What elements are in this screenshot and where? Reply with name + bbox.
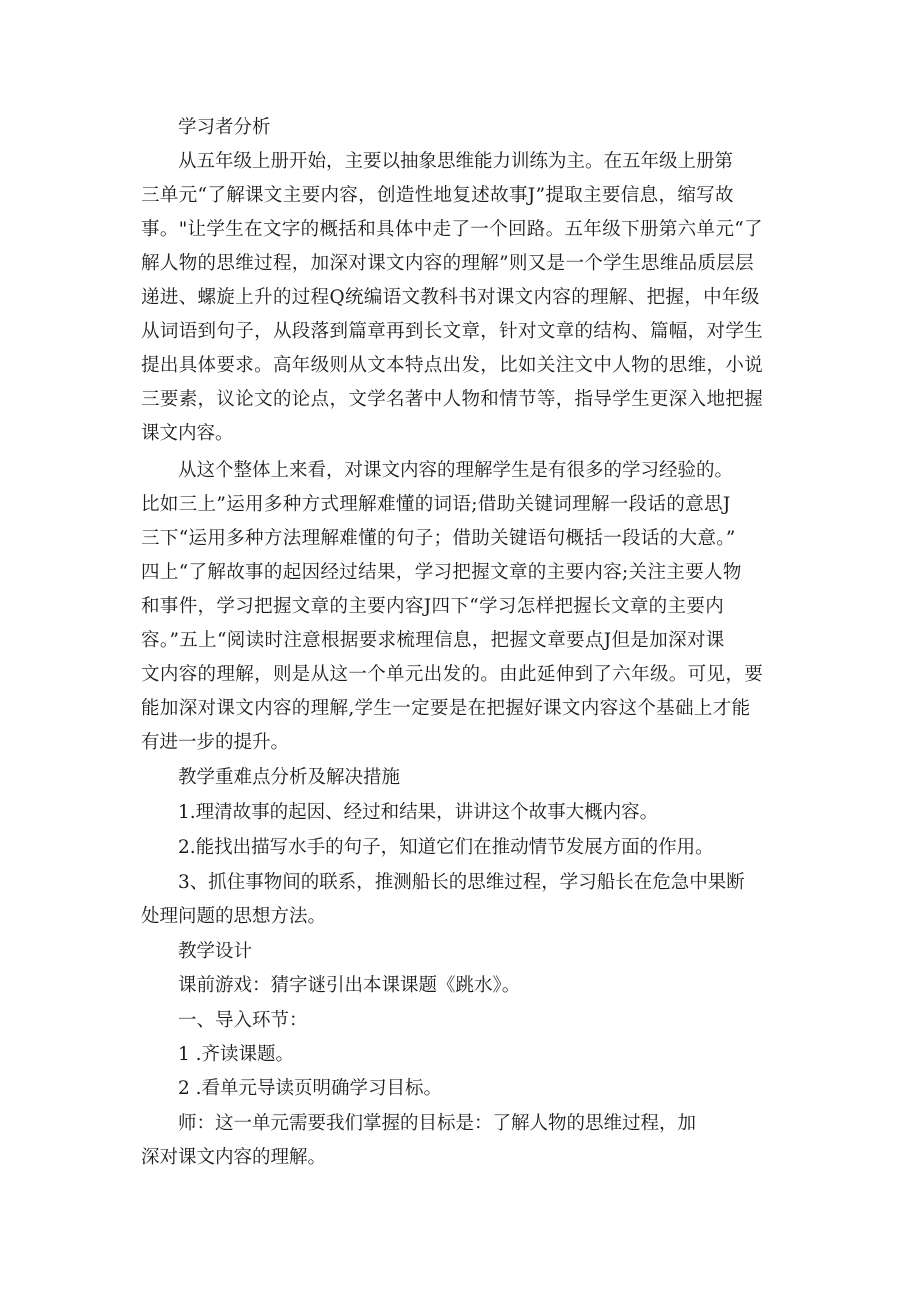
paragraph-line: 有进一步的提升。 xyxy=(141,732,290,753)
list-item: 1.理清故事的起因、经过和结果，讲讲这个故事大概内容。 xyxy=(178,802,659,823)
paragraph-line: 三单元“了解课文主要内容，创造性地复述故事J”提取主要信息，缩写故 xyxy=(141,185,734,206)
paragraph-line: 事。"让学生在文字的概括和具体中走了一个回路。五年级下册第六单元“了 xyxy=(141,219,763,240)
paragraph-line: 容。”五上“阅读时注意根据要求梳理信息，把握文章要点J但是加深对课 xyxy=(141,630,725,651)
paragraph-line: 处理问题的思想方法。 xyxy=(141,906,327,927)
paragraph-line: 从词语到句子，从段落到篇章再到长文章，针对文章的结构、篇幅，对学生 xyxy=(141,321,764,342)
heading-learner-analysis: 学习者分析 xyxy=(178,117,271,138)
paragraph-line: 课文内容。 xyxy=(141,423,234,444)
paragraph-line: 从五年级上册开始，主要以抽象思维能力训练为主。在五年级上册第 xyxy=(178,151,734,172)
list-item: 2.能找出描写水手的句子，知道它们在推动情节发展方面的作用。 xyxy=(178,837,714,858)
paragraph-line: 能加深对课文内容的理解,学生一定要是在把握好课文内容这个基础上才能 xyxy=(141,698,751,719)
list-item: 1 .齐读课题。 xyxy=(178,1044,295,1065)
paragraph-line: 深对课文内容的理解。 xyxy=(141,1147,327,1168)
paragraph-line: 递进、螺旋上升的过程Q统编语文教科书对课文内容的理解、把握，中年级 xyxy=(141,287,760,308)
paragraph-line: 从这个整体上来看，对课文内容的理解学生是有很多的学习经验的。 xyxy=(178,460,734,481)
paragraph-line: 师：这一单元需要我们掌握的目标是：了解人物的思维过程，加 xyxy=(178,1113,697,1134)
paragraph-line: 解人物的思维过程，加深对课文内容的理解”则又是一个学生思维品质层层 xyxy=(141,253,755,274)
list-item: 2 .看单元导读页明确学习目标。 xyxy=(178,1078,443,1099)
paragraph-line: 三下“运用多种方法理解难懂的句子；借助关键语句概括一段话的大意。” xyxy=(141,528,736,549)
heading-teaching-design: 教学设计 xyxy=(178,941,253,962)
paragraph-line: 文内容的理解，则是从这一个单元出发的。由此延伸到了六年级。可见，要 xyxy=(141,664,764,685)
heading-key-points: 教学重难点分析及解决措施 xyxy=(178,767,401,788)
list-item: 3、抓住事物间的联系，推测船长的思维过程，学习船长在危急中果断 xyxy=(178,872,745,893)
paragraph-line: 比如三上”运用多种方式理解难懂的词语;借助关键词理解一段话的意思J xyxy=(141,494,731,515)
paragraph-line: 三要素，议论文的论点，文学名著中人物和情节等，指导学生更深入地把握 xyxy=(141,389,764,410)
paragraph-line: 课前游戏：猜字谜引出本课课题《跳水》。 xyxy=(178,975,521,996)
paragraph-line: 提出具体要求。高年级则从文本特点出发，比如关注文中人物的思维，小说 xyxy=(141,355,764,376)
paragraph-line: 和事件，学习把握文章的主要内容J四下“学习怎样把握长文章的主要内 xyxy=(141,596,725,617)
paragraph-line: 四上“了解故事的起因经过结果，学习把握文章的主要内容;关注主要人物 xyxy=(141,562,742,583)
section-heading: 一、导入环节： xyxy=(178,1010,308,1031)
